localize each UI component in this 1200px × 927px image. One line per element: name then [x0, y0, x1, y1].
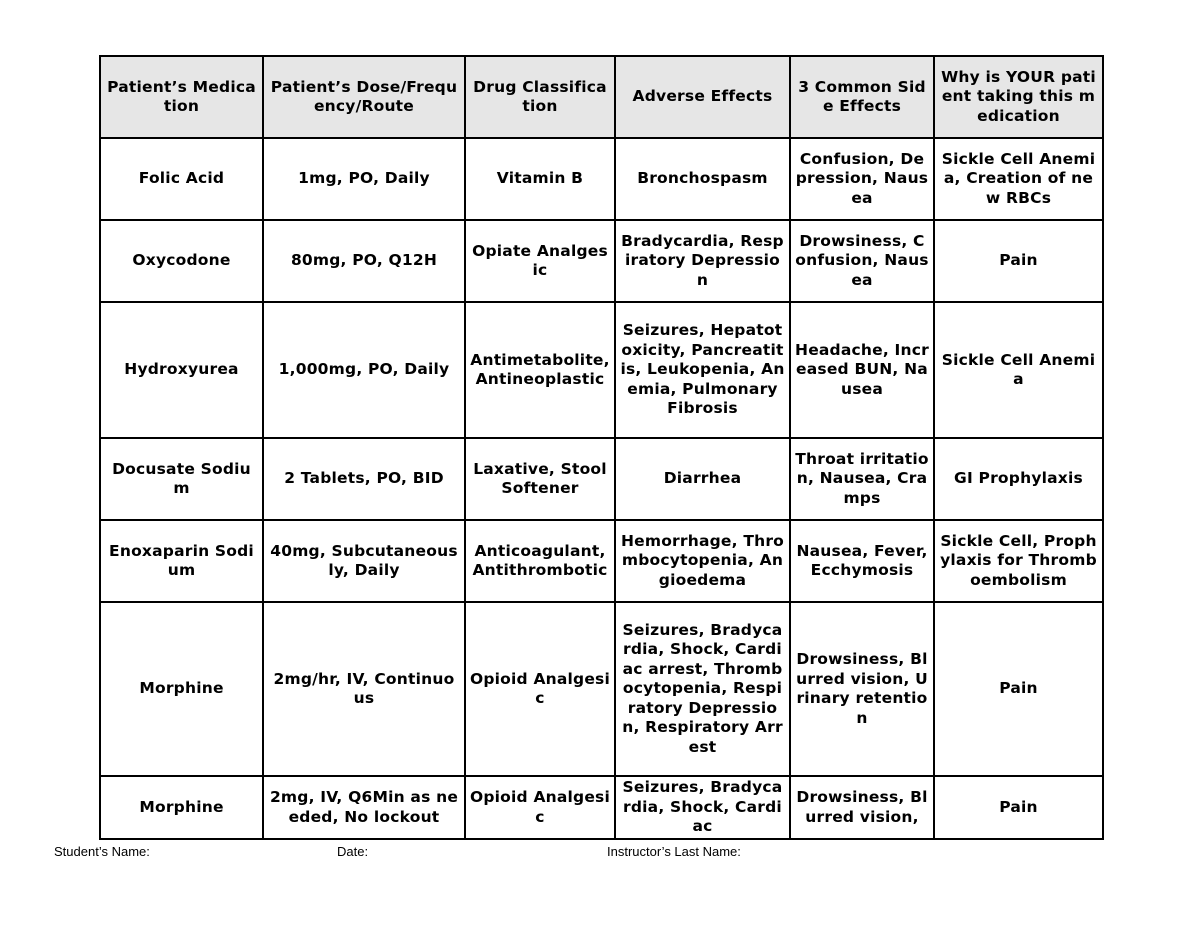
cell-medication: Oxycodone	[100, 220, 263, 302]
cell-classification: Laxative, Stool Softener	[465, 438, 615, 520]
table-row	[100, 138, 1103, 220]
cell-medication: Morphine	[100, 602, 263, 776]
cell-medication: Enoxaparin Sodium	[100, 520, 263, 602]
cell-medication: Folic Acid	[100, 138, 263, 220]
date-label: Date:	[337, 844, 369, 859]
cell-classification: Opioid Analgesic	[465, 776, 615, 839]
cell-side-effects-text: Drowsiness, Blurred vision,	[796, 788, 928, 826]
table-row	[100, 220, 1103, 302]
header-side-effects: 3 Common Side Effects	[790, 56, 934, 138]
cell-adverse-effects: Bronchospasm	[615, 138, 790, 220]
cell-reason: Sickle Cell Anemia	[934, 302, 1103, 438]
cell-side-effects: Throat irritation, Nausea, Cramps	[790, 438, 934, 520]
table-row	[100, 602, 1103, 776]
table-row	[100, 776, 1103, 839]
header-drug-classification: Drug Classification	[465, 56, 615, 138]
cell-adverse-effects: Hemorrhage, Thrombocytopenia, Angioedema	[615, 520, 790, 602]
cell-classification: Antimetabolite, Antineoplastic	[465, 302, 615, 438]
cell-reason: Sickle Cell, Prophylaxis for Thromboembolism	[934, 520, 1103, 602]
cell-dose: 2mg, IV, Q6Min as needed, No lockout	[263, 776, 465, 839]
header-reason: Why is YOUR patient taking this medication	[934, 56, 1103, 138]
cell-adverse-effects: Diarrhea	[615, 438, 790, 520]
cell-dose: 1,000mg, PO, Daily	[263, 302, 465, 438]
cell-adverse-effects: Seizures, Bradycardia, Shock, Cardiac arrest, Thrombocytopenia, Respiratory Depression, Respiratory Arrest	[615, 602, 790, 776]
table-row	[100, 438, 1103, 520]
cell-medication: Hydroxyurea	[100, 302, 263, 438]
cell-side-effects: Drowsiness, Confusion, Nausea	[790, 220, 934, 302]
cell-adverse-effects	[615, 776, 790, 839]
instructor-name-label: Instructor’s Last Name:	[607, 844, 741, 859]
cell-reason: GI Prophylaxis	[934, 438, 1103, 520]
form-footer	[0, 844, 1200, 864]
cell-side-effects: Confusion, Depression, Nausea	[790, 138, 934, 220]
table-row	[100, 520, 1103, 602]
cell-reason: Sickle Cell Anemia, Creation of new RBCs	[934, 138, 1103, 220]
header-adverse-effects: Adverse Effects	[615, 56, 790, 138]
cell-reason: Pain	[934, 602, 1103, 776]
header-medication: Patient’s Medication	[100, 56, 263, 138]
cell-medication: Morphine	[100, 776, 263, 839]
cell-dose: 80mg, PO, Q12H	[263, 220, 465, 302]
cell-classification: Vitamin B	[465, 138, 615, 220]
header-row	[100, 56, 1103, 138]
cell-classification: Opioid Analgesic	[465, 602, 615, 776]
cell-dose: 1mg, PO, Daily	[263, 138, 465, 220]
cell-dose: 40mg, Subcutaneously, Daily	[263, 520, 465, 602]
student-name-label: Student’s Name:	[54, 844, 150, 859]
cell-classification: Opiate Analgesic	[465, 220, 615, 302]
table-row	[100, 302, 1103, 438]
header-dose-frequency-route: Patient’s Dose/Frequency/Route	[263, 56, 465, 138]
cell-adverse-effects-text: Seizures, Bradycardia, Shock, Cardiac	[622, 778, 783, 836]
cell-adverse-effects: Bradycardia, Respiratory Depression	[615, 220, 790, 302]
cell-dose: 2mg/hr, IV, Continuous	[263, 602, 465, 776]
cell-medication: Docusate Sodium	[100, 438, 263, 520]
cell-reason: Pain	[934, 776, 1103, 839]
cell-classification: Anticoagulant, Antithrombotic	[465, 520, 615, 602]
cell-side-effects	[790, 776, 934, 839]
cell-side-effects: Drowsiness, Blurred vision, Urinary retention	[790, 602, 934, 776]
cell-side-effects: Nausea, Fever, Ecchymosis	[790, 520, 934, 602]
cell-adverse-effects: Seizures, Hepatotoxicity, Pancreatitis, Leukopenia, Anemia, Pulmonary Fibrosis	[615, 302, 790, 438]
cell-side-effects: Headache, Increased BUN, Nausea	[790, 302, 934, 438]
cell-reason: Pain	[934, 220, 1103, 302]
medication-table	[99, 55, 1104, 840]
cell-dose: 2 Tablets, PO, BID	[263, 438, 465, 520]
